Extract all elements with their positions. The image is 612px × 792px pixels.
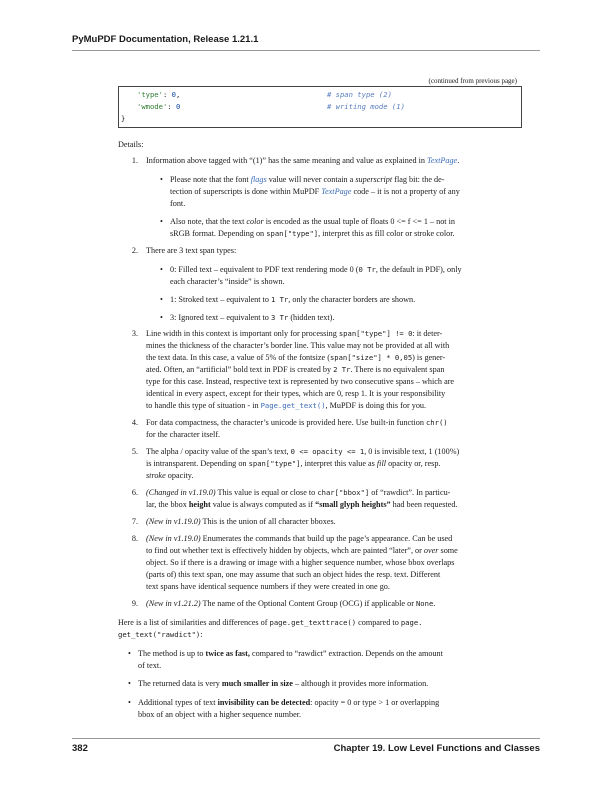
text: compared to “rawdict” extraction. Depends on the amount	[249, 649, 443, 658]
version-note: (New in v1.19.0)	[146, 534, 201, 543]
text: opacity or, resp.	[386, 459, 441, 468]
text: Information above tagged with “(1)” has the same meaning and value as explained in	[146, 156, 428, 165]
text: opacity.	[165, 471, 194, 480]
item-number: 8.	[131, 534, 138, 543]
text: Also note, that the text	[170, 217, 247, 226]
text: (hidden text).	[288, 313, 335, 322]
item-6-line-1	[146, 487, 450, 499]
item-3-line-4	[146, 364, 444, 376]
text: .	[433, 599, 436, 608]
item-number: 3.	[131, 329, 138, 338]
inline-code: 2 Tr	[333, 365, 351, 374]
text: value will never contain a	[266, 175, 356, 184]
text: ated. Often, an “artificial” bold text in PDF is created by	[146, 365, 334, 374]
text: to handle this type of situation - in	[146, 401, 261, 410]
textpage-link[interactable]: TextPage	[321, 187, 352, 196]
item-1-bullet-2-line-2	[170, 228, 455, 240]
text: 0: Filled text – equivalent to PDF text rendering mode 0 (	[170, 265, 359, 274]
text: had been requested.	[390, 500, 458, 509]
item-3-line-5: type for this case. Instead, respective text is represented by two consecutive spans – which are	[146, 377, 455, 386]
inline-code: 0 Tr	[358, 265, 376, 274]
text: , MuPDF is doing this for you.	[325, 401, 427, 410]
get-text-link[interactable]: Page.get_text()	[260, 401, 326, 410]
bullet: •	[160, 217, 163, 226]
code-key: 'wmode'	[137, 102, 168, 111]
text: 3: Ignored text – equivalent to	[170, 313, 271, 322]
item-1-bullet-1-line-1	[170, 174, 444, 186]
text: tection of superscripts is done within MuPDF	[170, 187, 322, 196]
item-8-line-2	[146, 545, 458, 557]
code-sep: :	[162, 90, 172, 99]
item-4-line-2: for the character itself.	[146, 430, 221, 439]
text: Additional types of text	[138, 698, 218, 707]
item-1-bullet-2-line-1	[170, 216, 455, 228]
height-bold: height	[188, 500, 211, 509]
inline-code: page.	[400, 618, 423, 627]
item-1-bullet-1-line-3: font.	[170, 199, 186, 208]
item-8-line-1	[146, 533, 452, 545]
inline-code: page.get_texttrace()	[269, 618, 357, 627]
bullet: •	[128, 698, 131, 707]
code-line-3: }	[121, 114, 126, 123]
inline-code: span["type"]	[248, 459, 301, 468]
stroke-em: stroke	[146, 471, 166, 480]
item-number: 5.	[131, 447, 138, 456]
bullet: •	[160, 175, 163, 184]
inline-code: None	[415, 599, 434, 608]
item-9-line-1	[146, 598, 435, 610]
code-block	[118, 86, 522, 128]
item-5-line-1	[146, 446, 459, 458]
bold-text: invisibility can be detected	[217, 698, 311, 707]
superscript-em: superscript	[355, 175, 393, 184]
inline-code: chr()	[425, 418, 448, 427]
item-number: 6.	[131, 488, 138, 497]
bullet: •	[160, 265, 163, 274]
text: , the default in PDF), only	[375, 265, 462, 274]
final-bullet-1-line-1	[138, 648, 443, 660]
item-1-bullet-1-line-2	[170, 186, 460, 198]
text: flag bit: the de-	[392, 175, 445, 184]
text: This value is equal or close to	[215, 488, 318, 497]
inline-code: char["bbox"]	[317, 488, 370, 497]
text: Line width in this context is important only for processing	[146, 329, 339, 338]
item-8-line-3: object. So if there is a drawing or image with a higher sequence number, whose bbox overlaps	[146, 558, 455, 567]
code-line-1	[137, 89, 180, 101]
text: Please note that the font	[170, 175, 251, 184]
code-comment-1: # span type (2)	[327, 90, 392, 99]
bullet: •	[128, 649, 131, 658]
inline-code: span["type"]	[266, 229, 319, 238]
text: – although it provides more information.	[292, 679, 429, 688]
text: ) is gener-	[412, 353, 446, 362]
item-2-line: There are 3 text span types:	[146, 246, 237, 255]
text: of “rawdict”. In particu-	[369, 488, 451, 497]
code-value: 0	[171, 90, 176, 99]
item-3-line-1	[146, 328, 442, 340]
item-2-bullet-1-line-1	[170, 264, 462, 276]
item-3-line-6: identical in every aspect, except for their types, which are 0, resp 1. It is your responsibility	[146, 389, 446, 398]
textpage-link[interactable]: TextPage	[427, 156, 458, 165]
item-5-line-3	[146, 470, 193, 482]
item-number: 2.	[131, 246, 138, 255]
text: : it deter-	[412, 329, 443, 338]
text: to find out whether text is effectively hidden by objects, whch are painted “later”, or	[146, 546, 424, 555]
final-bullet-3-line-1	[138, 697, 439, 709]
page-number: 382	[72, 743, 88, 754]
item-number: 1.	[131, 156, 138, 165]
chapter-title: Chapter 19. Low Level Functions and Classes	[333, 743, 540, 754]
item-2-bullet-3	[170, 312, 334, 324]
bold-text: twice as fast,	[205, 649, 250, 658]
text: Here is a list of similarities and differences of	[118, 618, 270, 627]
code-comma: ,	[175, 90, 181, 99]
footer-rule	[72, 738, 540, 739]
running-header: PyMuPDF Documentation, Release 1.21.1	[72, 34, 259, 45]
inline-code: get_text("rawdict")	[118, 630, 201, 639]
text: :	[200, 630, 203, 639]
text: : opacity = 0 or type > 1 or overlapping	[310, 698, 440, 707]
text: sRGB format. Depending on	[170, 229, 267, 238]
inline-code: 0 <= opacity <= 1	[290, 447, 365, 456]
item-1-line	[146, 155, 459, 167]
inline-code: 3 Tr	[270, 313, 289, 322]
bullet: •	[160, 313, 163, 322]
text: Enumerates the commands that build up the page’s appearance. Can be used	[200, 534, 453, 543]
small-glyph-bold: “small glyph heights”	[315, 500, 391, 509]
code-value: 0	[175, 102, 181, 111]
item-5-line-2	[146, 458, 440, 470]
item-3-line-2: mines the thickness of the character’s border line. This value may not be provided at all with	[146, 341, 450, 350]
text: .	[457, 156, 460, 165]
item-2-bullet-1-line-2: each character’s “inside” is shown.	[170, 277, 285, 286]
text: , interpret this as fill color or stroke color.	[318, 229, 455, 238]
text: some	[438, 546, 458, 555]
text: , only the character borders are shown.	[288, 295, 416, 304]
item-number: 7.	[131, 517, 138, 526]
item-8-line-4: (parts of) this text span, one may assume that such an object hides the resp. text. Different	[146, 570, 441, 579]
version-note: (New in v1.19.0)	[146, 517, 201, 526]
item-3-line-3	[146, 352, 445, 364]
inline-code: span["type"] != 0	[338, 329, 413, 338]
details-label: Details:	[118, 140, 144, 149]
item-6-line-2	[146, 499, 457, 511]
version-note: (New in v1.21.2)	[146, 599, 201, 608]
header-rule	[72, 50, 540, 51]
text: The method is up to	[138, 649, 206, 658]
over-em: over	[423, 546, 439, 555]
text: value is always computed as if	[210, 500, 316, 509]
item-2-bullet-2	[170, 294, 415, 306]
item-7-line-1	[146, 516, 336, 528]
item-number: 4.	[131, 418, 138, 427]
text: This is the union of all character bboxes.	[200, 517, 336, 526]
text: , 0 is invisible text, 1 (100%)	[364, 447, 460, 456]
text: the text data. In this case, a value of 5% of the fontsize (	[146, 353, 330, 362]
flags-link[interactable]: flags	[250, 175, 267, 184]
item-8-line-5: text spans have identical sequence numbers if they were created in one go.	[146, 582, 390, 591]
bold-text: much smaller in size	[221, 679, 293, 688]
text: lar, the bbox	[146, 500, 189, 509]
text: code – it is not a property of any	[351, 187, 460, 196]
bullet: •	[160, 295, 163, 304]
summary-line-2	[118, 629, 203, 641]
text: is intransparent. Depending on	[146, 459, 249, 468]
final-bullet-3-line-2: bbox of an object with a higher sequence number.	[138, 710, 302, 719]
final-bullet-1-line-2: of text.	[138, 661, 162, 670]
summary-line-1	[118, 617, 422, 629]
inline-code: 1 Tr	[270, 295, 289, 304]
code-sep: :	[167, 102, 176, 111]
item-4-line-1	[146, 417, 448, 429]
text: , interpret this value as	[300, 459, 377, 468]
continued-note: (continued from previous page)	[428, 77, 517, 85]
text: . There is no equivalent span	[350, 365, 445, 374]
code-key: 'type'	[137, 90, 163, 99]
text: is encoded as the usual tuple of floats 0 <= f <= 1 – not in	[263, 217, 455, 226]
item-3-line-7	[146, 400, 426, 412]
text: The returned data is very	[138, 679, 222, 688]
color-em: color	[246, 217, 264, 226]
text: For data compactness, the character’s unicode is provided here. Use built-in function	[146, 418, 426, 427]
version-note: (Changed in v1.19.0)	[146, 488, 216, 497]
inline-code: span["size"] * 0,05	[329, 353, 413, 362]
item-number: 9.	[131, 599, 138, 608]
final-bullet-2	[138, 678, 428, 690]
text: The alpha / opacity value of the span’s text,	[146, 447, 291, 456]
text: 1: Stroked text – equivalent to	[170, 295, 271, 304]
text: The name of the Optional Content Group (OCG) if applicable or	[200, 599, 416, 608]
code-line-2	[137, 101, 180, 113]
text: compared to	[356, 618, 401, 627]
fill-em: fill	[376, 459, 387, 468]
bullet: •	[128, 679, 131, 688]
code-comment-2: # writing mode (1)	[327, 102, 405, 111]
